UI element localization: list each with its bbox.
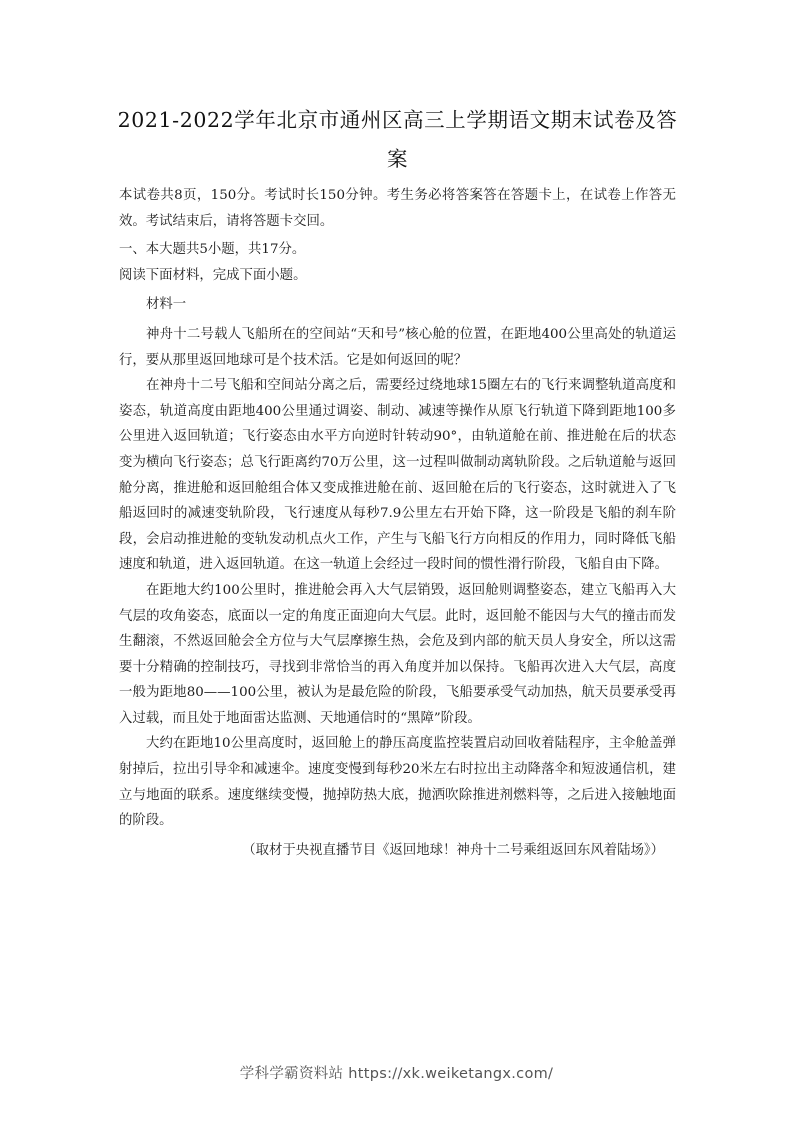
reading-prompt: 阅读下面材料，完成下面小题。 [119,267,307,283]
source-citation: （取材于央视直播节目《返回地球！神舟十二号乘组返回东风着陆场》） [242,842,664,858]
body-paragraph-4: 大约在距地10公里高度时，返回舱上的静压高度监控装置启动回收着陆程序，主伞舱盖弹射掉后，拉出引导伞和减速伞。速度变慢到每秒20米左右时拉出主动降落伞和短波通信机，建立与地面的联系。速度继续变慢，抛掉防热大底，抛洒吹除推进剂燃料等，之后进入接触地面的阶段。 [119,736,676,829]
body-paragraph-2: 在神舟十二号飞船和空间站分离之后，需要经过绕地球15圈左右的飞行来调整轨道高度和姿态，轨道高度由距地400公里通过调姿、制动、减速等操作从原飞行轨道下降到距地100多公里进入返回轨道；飞行姿态由水平方向逆时针转动90°，由轨道舱在前、推进舱在后的状态变为横向飞行姿态；总飞行距离约70万公里，这一过程叫做制动离轨阶段。之后轨道舱与返回舱分离，推进舱和返回舱组合体又变成推进舱在前、返回舱在后的飞行姿态，这时就进入了飞船返回时的减速变轨阶段，飞行速度从每秒7.9公里左右开始下降，这一阶段是飞船的刹车阶段，会启动推进舱的变轨发动机点火工作，产生与飞船飞行方向相反的作用力，同时降低飞船速度和轨道，进入返回轨道。在这一轨道上会经过一段时间的惯性滑行阶段，飞船自由下降。 [119,378,676,573]
footer-watermark: 学科学霸资料站 https://xk.weiketangx.com/ [239,1066,554,1082]
section-heading: 一、本大题共5小题，共17分。 [119,242,306,258]
body-paragraph-1: 神舟十二号载人飞船所在的空间站“天和号”核心舱的位置，在距地400公里高处的轨道运行，要从那里返回地球可是个技术活。它是如何返回的呢？ [119,326,676,368]
document-body [119,183,676,863]
exam-instructions: 本试卷共8页，150分。考试时长150分钟。考生务必将答案答在答题卡上，在试卷上作答无效。考试结束后，请将答题卡交回。 [119,188,676,229]
material-label: 材料一 [146,297,187,313]
document-title: 2021-2022学年北京市通州区高三上学期语文期末试卷及答案 [117,108,678,171]
body-paragraph-3: 在距地大约100公里时，推进舱会再入大气层销毁，返回舱则调整姿态，建立飞船再入大气层的攻角姿态，底面以一定的角度正面迎向大气层。此时，返回舱不能因与大气的撞击而发生翻滚，不然返回舱会全方位与大气层摩擦生热，会危及到内部的航天员人身安全，所以这需要十分精确的控制技巧，寻找到非常恰当的再入角度并加以保持。飞船再次进入大气层，高度一般为距地80——100公里，被认为是最危险的阶段，飞船要承受气动加热，航天员要承受再入过载，而且处于地面雷达监测、天地通信时的“黑障”阶段。 [119,582,676,726]
